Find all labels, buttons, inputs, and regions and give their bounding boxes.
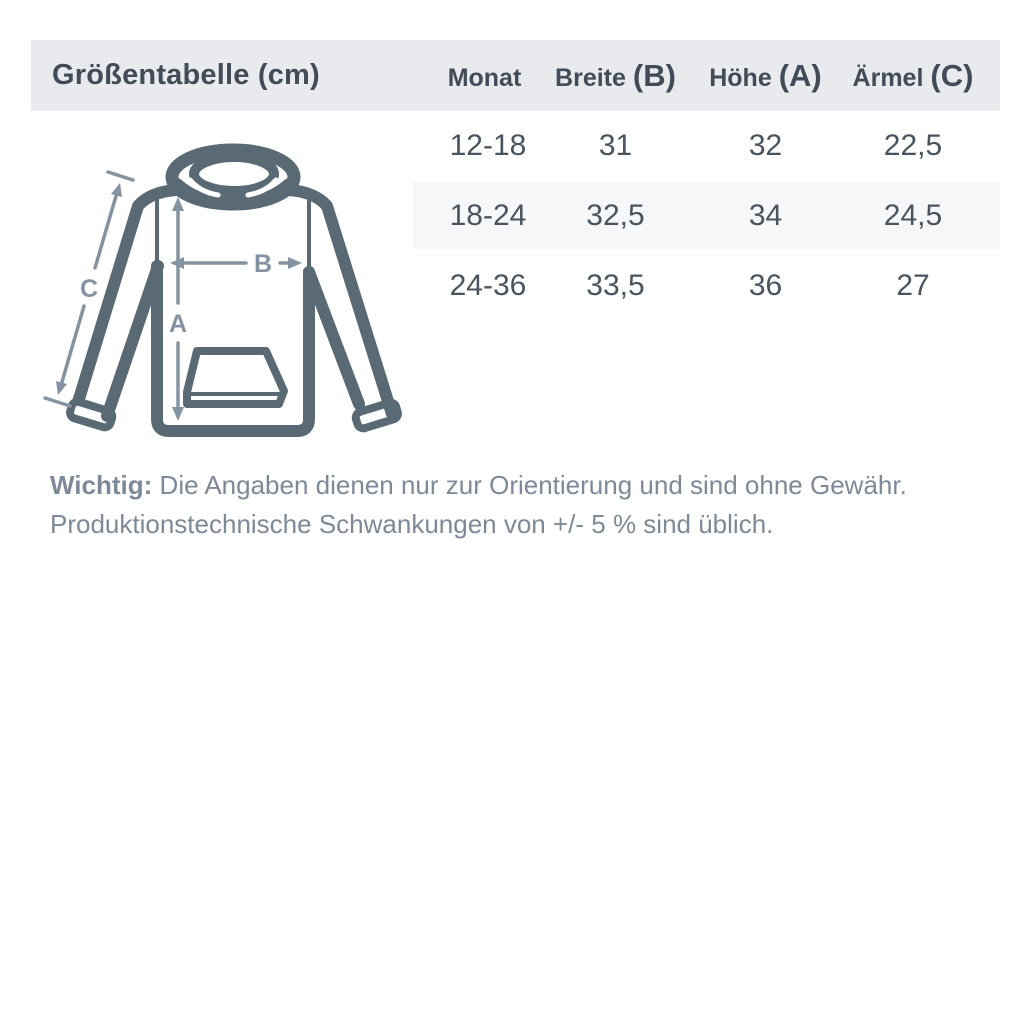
column-label: Breite [555, 64, 626, 92]
table-cell-aermel: 27 [896, 269, 930, 302]
column-code: (C) [930, 58, 974, 93]
column-code: (A) [778, 58, 822, 93]
pocket [187, 351, 284, 404]
table-cell-monat: 24-36 [449, 269, 527, 302]
column-header-monat [413, 40, 563, 111]
table-cell-breite: 32,5 [586, 199, 645, 232]
table-cell-breite: 31 [598, 129, 633, 162]
table-cell-hoehe: 36 [748, 269, 783, 302]
hoodie-outline-icon [69, 190, 400, 431]
table-cell-breite: 33,5 [586, 269, 645, 302]
measure-label-c: C [79, 275, 99, 303]
measure-label-b: B [253, 250, 273, 278]
disclaimer-line-1 [50, 466, 950, 505]
disclaimer-text: Die Angaben dienen nur zur Orientierung und sind ohne Gewähr. [152, 470, 907, 500]
measure-label-a: A [168, 310, 188, 338]
hood-opening [194, 157, 274, 191]
page-title: Größentabelle (cm) [52, 59, 320, 91]
column-label: Monat [447, 64, 522, 92]
column-label: Ärmel [852, 64, 924, 92]
measure-b-arrow [170, 250, 302, 278]
disclaimer-bold: Wichtig: [50, 470, 153, 500]
hoodie-measurement-diagram [40, 135, 440, 465]
table-cell-hoehe: 32 [748, 129, 783, 162]
table-cell-aermel: 22,5 [883, 129, 943, 162]
table-cell-monat: 18-24 [449, 199, 527, 232]
column-code: (B) [632, 58, 676, 93]
column-header-hoehe [688, 40, 843, 111]
table-cell-aermel: 24,5 [883, 199, 943, 232]
column-header-breite [553, 40, 678, 111]
hood-icon [172, 150, 294, 204]
table-cell-hoehe: 34 [748, 199, 783, 232]
column-label: Höhe [709, 64, 772, 92]
disclaimer-line-2: Produktionstechnische Schwankungen von +/- 5 % sind üblich. [50, 509, 774, 539]
disclaimer-note [50, 466, 950, 544]
column-header-aermel [833, 40, 993, 111]
table-cell-monat: 12-18 [449, 129, 527, 162]
